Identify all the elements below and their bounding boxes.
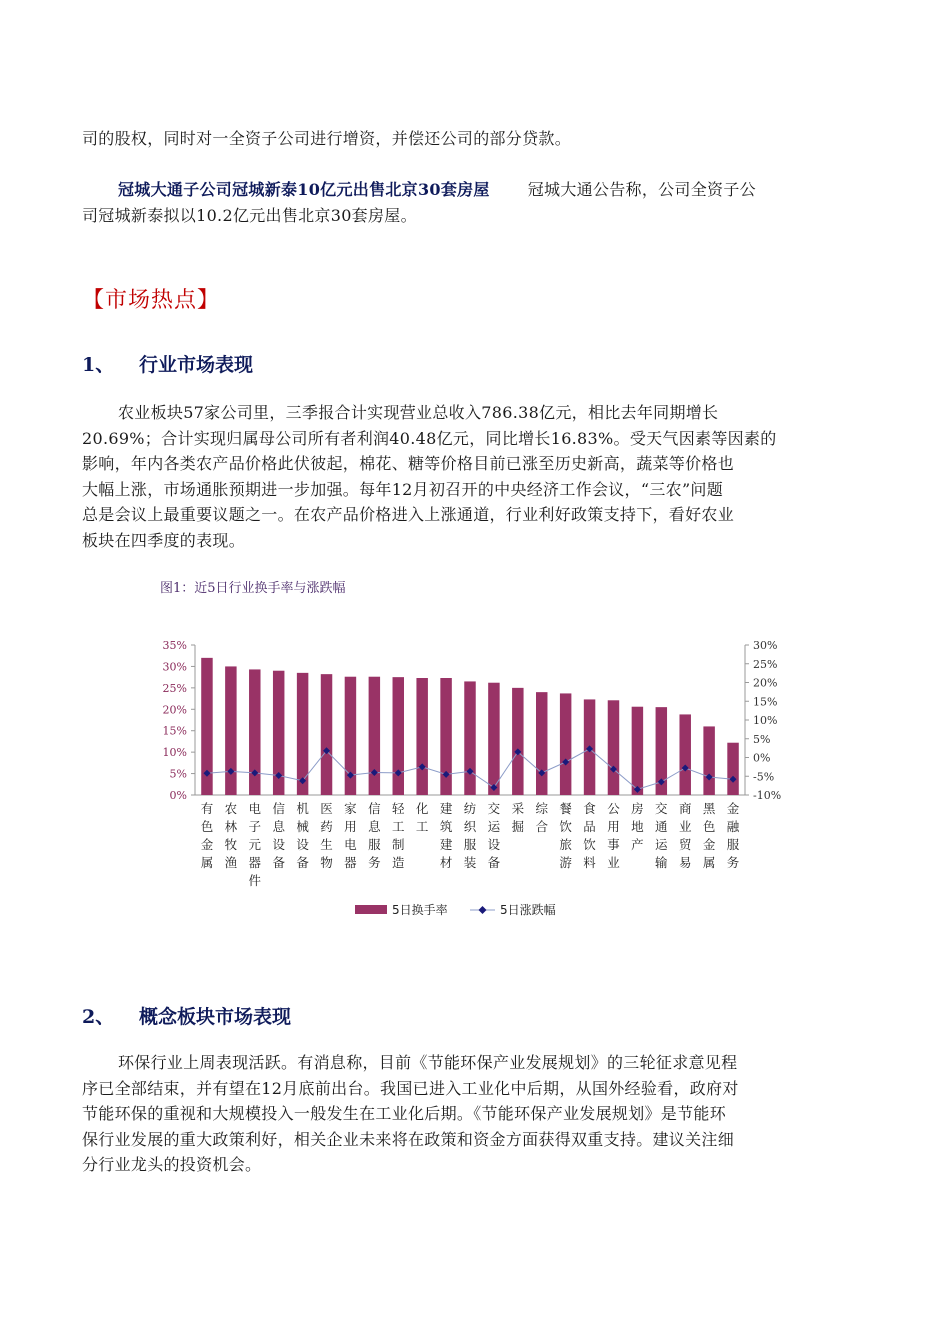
turnover-bar [393, 677, 404, 795]
turnover-bar [727, 743, 738, 795]
category-label: 纺织服装 [463, 801, 477, 870]
category-label: 黑色金属 [702, 801, 716, 870]
category-label: 信息设备 [272, 801, 285, 870]
section2-line: 环保行业上周表现活跃。有消息称，目前《节能环保产业发展规划》的三轮征求意见程 [118, 1053, 738, 1072]
right-axis-tick-label: 10% [753, 714, 778, 727]
category-label: 家用电器 [344, 801, 357, 870]
category-label: 信息服务 [368, 801, 381, 870]
section2-paragraph [82, 1050, 852, 1178]
legend-line-label: 5日涨跌幅 [500, 903, 556, 917]
category-label: 轻工制造 [392, 801, 405, 870]
turnover-bar [369, 677, 380, 795]
category-label: 食品饮料 [583, 801, 596, 870]
figure1-caption: 图1：近5日行业换手率与涨跌幅 [160, 581, 346, 596]
right-axis-tick-label: 15% [753, 695, 778, 709]
category-label: 有色金属 [200, 801, 214, 870]
section1-line: 大幅上涨，市场通胀预期进一步加强。每年12月初召开的中央经济工作会议，“三农”问题 [82, 479, 724, 499]
section2-heading [82, 1002, 291, 1029]
turnover-bar [608, 700, 619, 795]
news-paragraph [82, 177, 852, 228]
left-axis-tick-label: 15% [162, 724, 187, 738]
left-axis-tick-label: 20% [162, 703, 187, 717]
right-axis-tick-label: -10% [753, 789, 782, 802]
right-axis-tick-label: 30% [753, 639, 778, 652]
turnover-bar [488, 683, 499, 795]
category-label: 建筑建材 [439, 801, 453, 870]
category-label: 交运设备 [487, 801, 501, 870]
news-body-line2: 司冠城新泰拟以10.2亿元出售北京30套房屋。 [82, 205, 417, 225]
turnover-bar [297, 673, 308, 795]
section2-line: 分行业龙头的投资机会。 [82, 1155, 262, 1175]
section1-line: 农业板块57家公司里，三季报合计实现营业总收入786.38亿元，相比去年同期增长 [118, 403, 719, 422]
turnover-bar [225, 666, 236, 795]
turnover-bar [536, 692, 547, 795]
category-label: 商业贸易 [678, 801, 692, 870]
section2-line: 序已全部结束，并有望在12月底前出台。我国已进入工业化中后期，从国外经验看，政府对 [82, 1078, 739, 1098]
section1-line: 影响，年内各类农产品价格此伏彼起，棉花、糖等价格目前已涨至历史新高，蔬菜等价格也 [82, 454, 735, 474]
right-axis-tick-label: 0% [753, 751, 771, 765]
category-label: 交通运输 [655, 801, 668, 870]
section2-number: 2、 [82, 1006, 115, 1028]
right-axis-tick-label: -5% [753, 770, 775, 784]
section1-line: 20.69%；合计实现归属母公司所有者利润40.48亿元，同比增长16.83%。受天气因素等因素的 [82, 428, 777, 448]
category-label: 餐饮旅游 [559, 801, 572, 870]
turnover-change-chart [150, 630, 800, 930]
section2-title: 概念板块市场表现 [139, 1006, 292, 1028]
turnover-bar [632, 707, 643, 795]
left-axis-tick-label: 35% [162, 639, 187, 652]
left-axis-tick-label: 10% [162, 746, 187, 760]
legend-line-marker [479, 906, 487, 914]
turnover-bar [416, 678, 427, 795]
section2-line: 节能环保的重视和大规模投入一般发生在工业化后期。《节能环保产业发展规划》是节能环 [82, 1104, 727, 1124]
left-axis-tick-label: 30% [162, 660, 187, 674]
category-label: 金融服务 [726, 801, 740, 870]
legend-bar-swatch [355, 905, 387, 914]
turnover-bar [464, 681, 475, 795]
right-axis-tick-label: 20% [753, 676, 778, 690]
section1-paragraph [82, 400, 852, 554]
news-title: 冠城大通子公司冠城新泰10亿元出售北京30套房屋 [118, 180, 490, 199]
section1-line: 板块在四季度的表现。 [82, 530, 246, 550]
section1-heading [82, 350, 253, 377]
section-hot-heading: 【市场热点】 [82, 288, 221, 313]
carryover-line: 司的股权，同时对一全资子公司进行增资，并偿还公司的部分贷款。 [82, 129, 572, 148]
right-axis-tick-label: 25% [753, 657, 778, 671]
section1-line: 总是会议上最重要议题之一。在农产品价格进入上涨通道，行业利好政策支持下，看好农业 [82, 505, 735, 525]
turnover-bar [512, 688, 523, 795]
category-label: 医药生物 [320, 801, 333, 870]
turnover-bar [703, 726, 714, 795]
left-axis-tick-label: 25% [162, 681, 187, 695]
category-label: 电子元器件 [248, 801, 262, 888]
news-body-line1: 冠城大通公告称，公司全资子公 [527, 180, 756, 199]
category-label: 化工 [415, 801, 429, 834]
section1-title: 行业市场表现 [139, 354, 254, 376]
section1-number: 1、 [82, 354, 115, 376]
category-label: 综合 [535, 801, 548, 834]
legend-bar-label: 5日换手率 [392, 903, 448, 917]
turnover-bar [679, 714, 690, 795]
section2-line: 保行业发展的重大政策利好，相关企业未来将在政策和资金方面获得双重支持。建议关注细 [82, 1129, 735, 1149]
category-label: 机械设备 [296, 801, 309, 870]
turnover-bar [560, 693, 571, 795]
category-label: 房地产 [631, 801, 644, 852]
turnover-bar [321, 674, 332, 795]
category-label: 农林牧渔 [224, 801, 238, 870]
category-label: 公用事业 [607, 801, 620, 870]
category-label: 采掘 [511, 801, 525, 834]
right-axis-tick-label: 5% [753, 732, 771, 746]
left-axis-tick-label: 5% [169, 767, 187, 781]
left-axis-tick-label: 0% [169, 789, 187, 802]
